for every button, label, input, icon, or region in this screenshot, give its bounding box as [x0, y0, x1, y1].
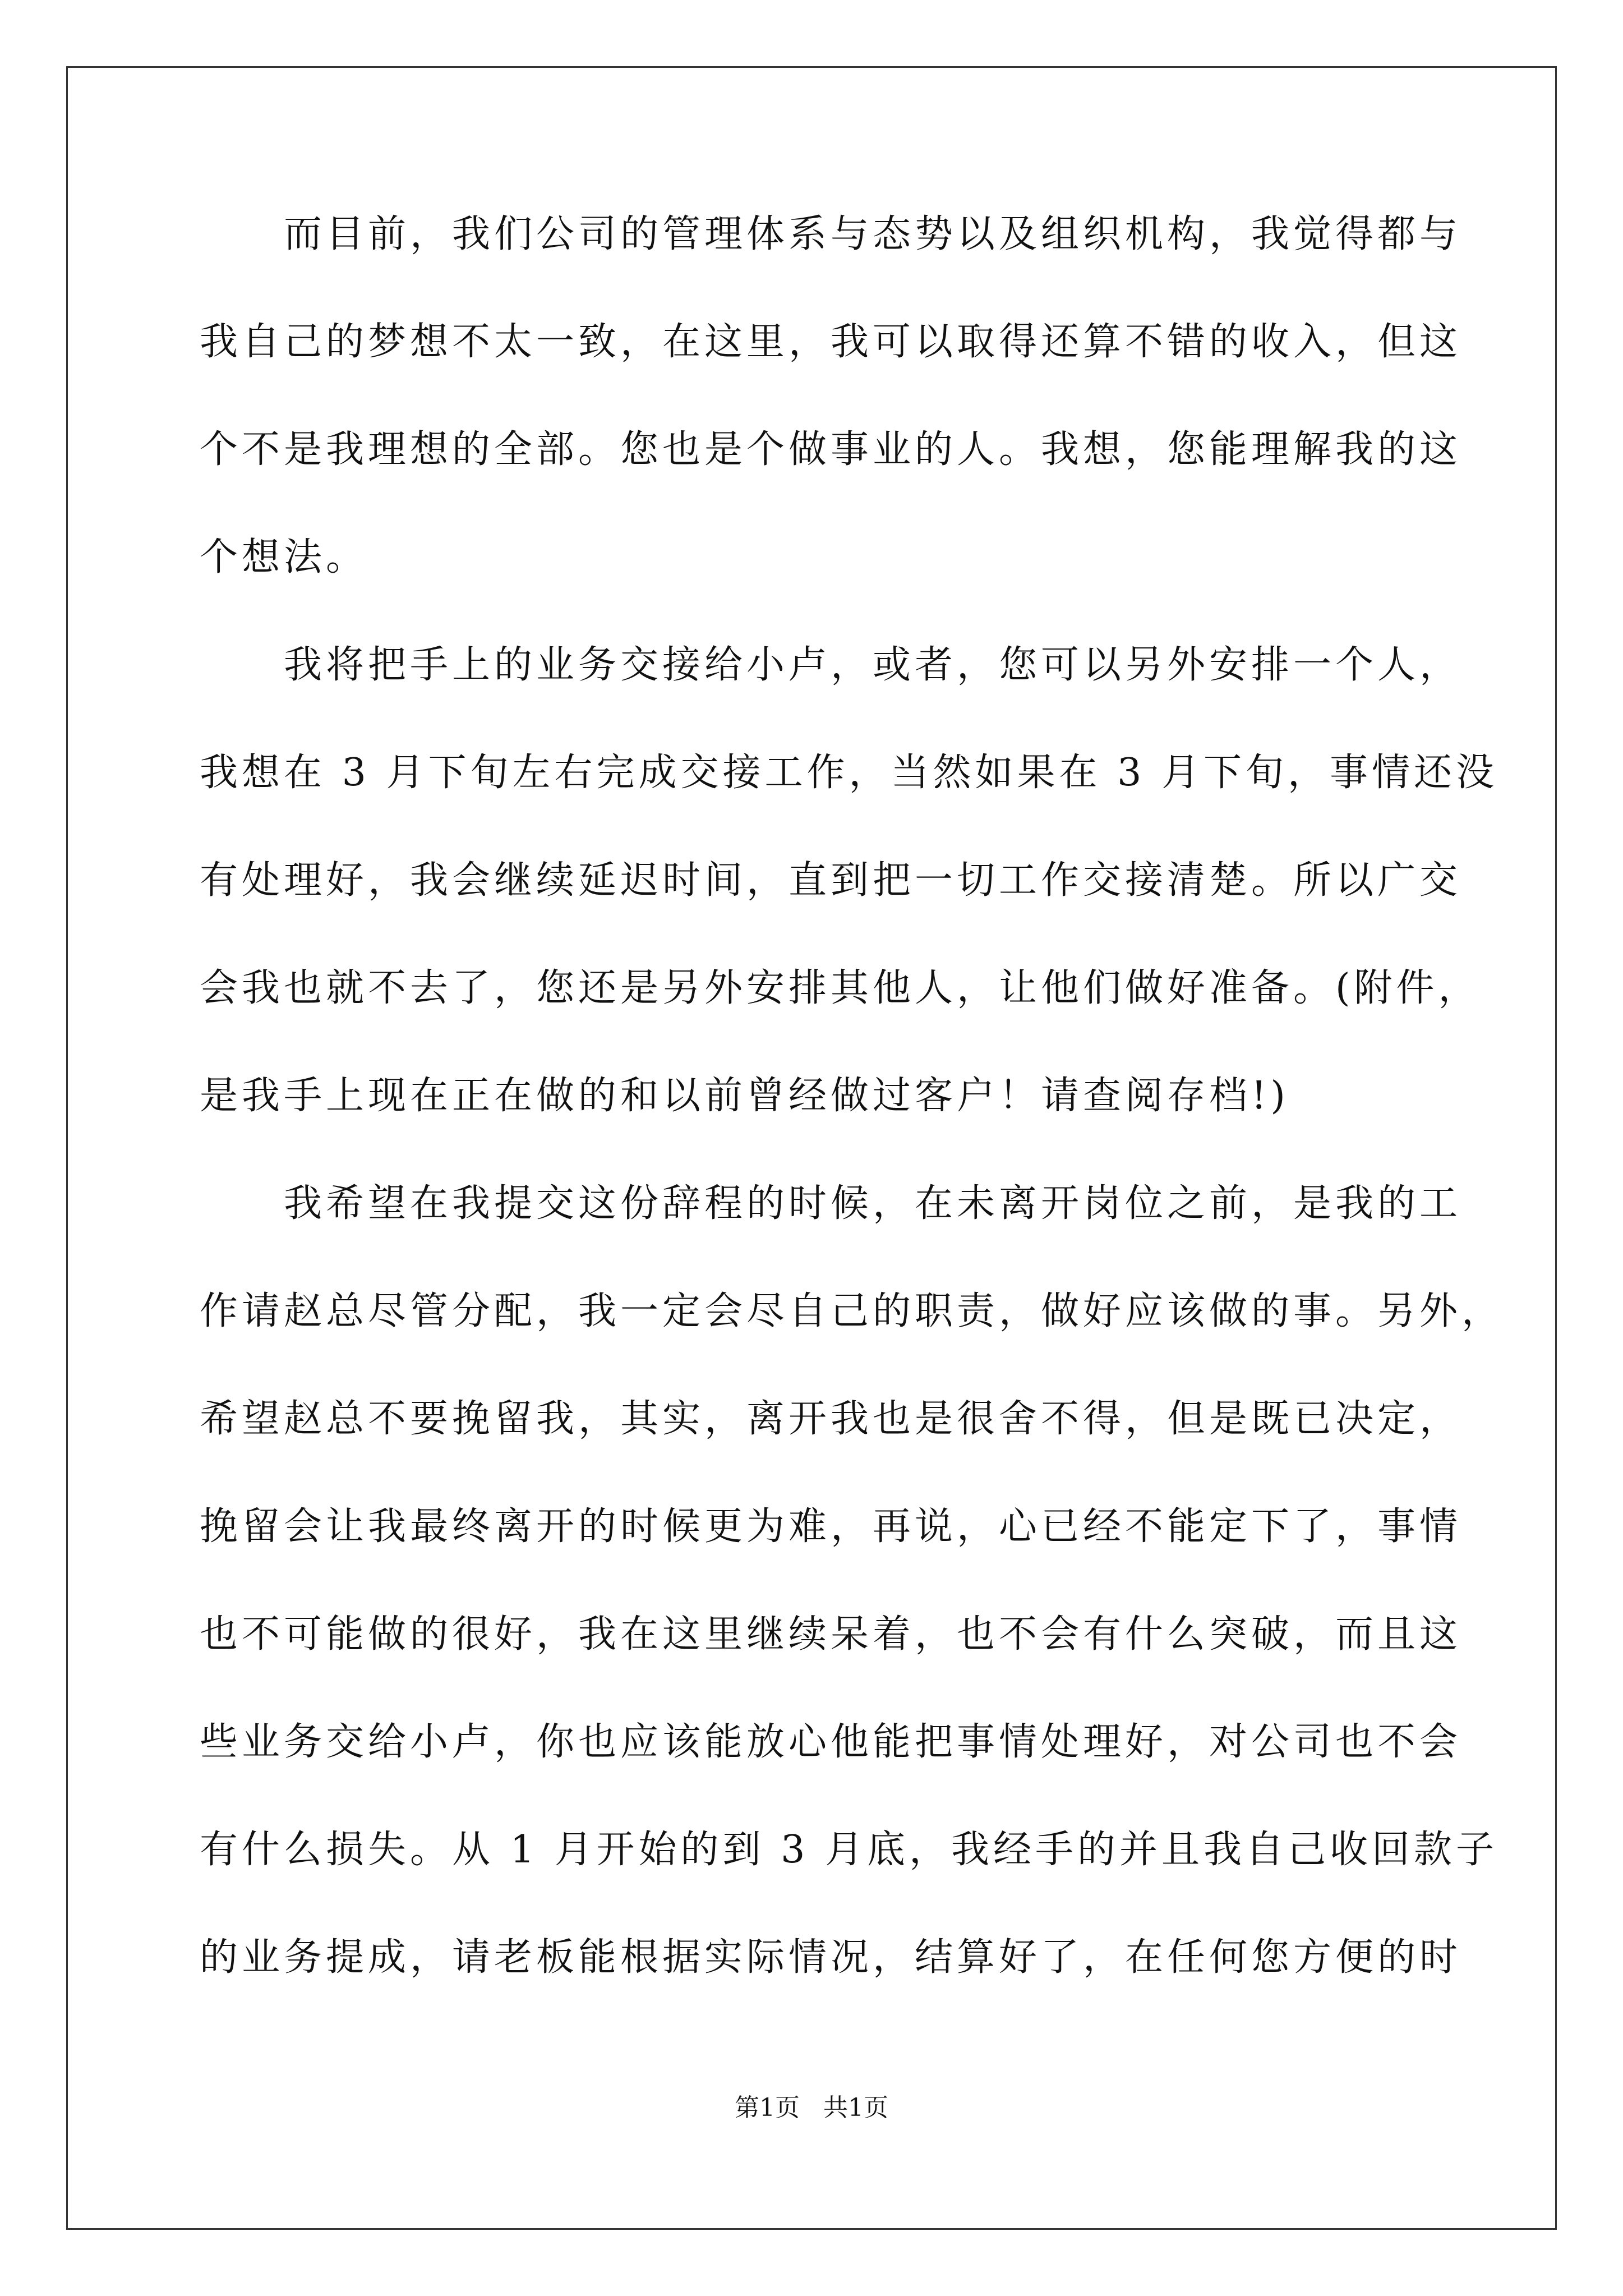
text-line: 我将把手上的业务交接给小卢，或者，您可以另外安排一个人， [200, 643, 1462, 687]
text-line: 作请赵总尽管分配，我一定会尽自己的职责，做好应该做的事。另外， [200, 1289, 1504, 1333]
text-line: 我想在 3 月下旬左右完成交接工作，当然如果在 3 月下旬，事情还没 [200, 751, 1498, 795]
text-line: 而目前，我们公司的管理体系与态势以及组织机构，我觉得都与 [200, 212, 1462, 256]
text-line: 我自己的梦想不太一致，在这里，我可以取得还算不错的收入，但这 [200, 320, 1462, 364]
text-line: 希望赵总不要挽留我，其实，离开我也是很舍不得，但是既已决定， [200, 1397, 1462, 1441]
text-line: 个不是我理想的全部。您也是个做事业的人。我想，您能理解我的这 [200, 427, 1462, 472]
text-line: 挽留会让我最终离开的时候更为难，再说，心已经不能定下了，事情 [200, 1504, 1462, 1549]
text-line: 个想法。 [200, 535, 368, 579]
text-line: 的业务提成，请老板能根据实际情况，结算好了，在任何您方便的时 [200, 1935, 1462, 1980]
text-line: 有什么损失。从 1 月开始的到 3 月底，我经手的并且我自己收回款子 [200, 1828, 1498, 1872]
text-line: 些业务交给小卢，你也应该能放心他能把事情处理好，对公司也不会 [200, 1720, 1462, 1764]
text-line: 是我手上现在正在做的和以前曾经做过客户！请查阅存档!) [200, 1074, 1289, 1118]
text-line: 我希望在我提交这份辞程的时候，在未离开岗位之前，是我的工 [200, 1181, 1462, 1226]
page-number-footer: 第1页 共1页 [735, 2093, 888, 2122]
text-line: 会我也就不去了，您还是另外安排其他人，让他们做好准备。(附件， [200, 966, 1481, 1010]
text-line: 也不可能做的很好，我在这里继续呆着，也不会有什么突破，而且这 [200, 1612, 1462, 1657]
page-border [66, 66, 1557, 2230]
text-line: 有处理好，我会继续延迟时间，直到把一切工作交接清楚。所以广交 [200, 858, 1462, 903]
